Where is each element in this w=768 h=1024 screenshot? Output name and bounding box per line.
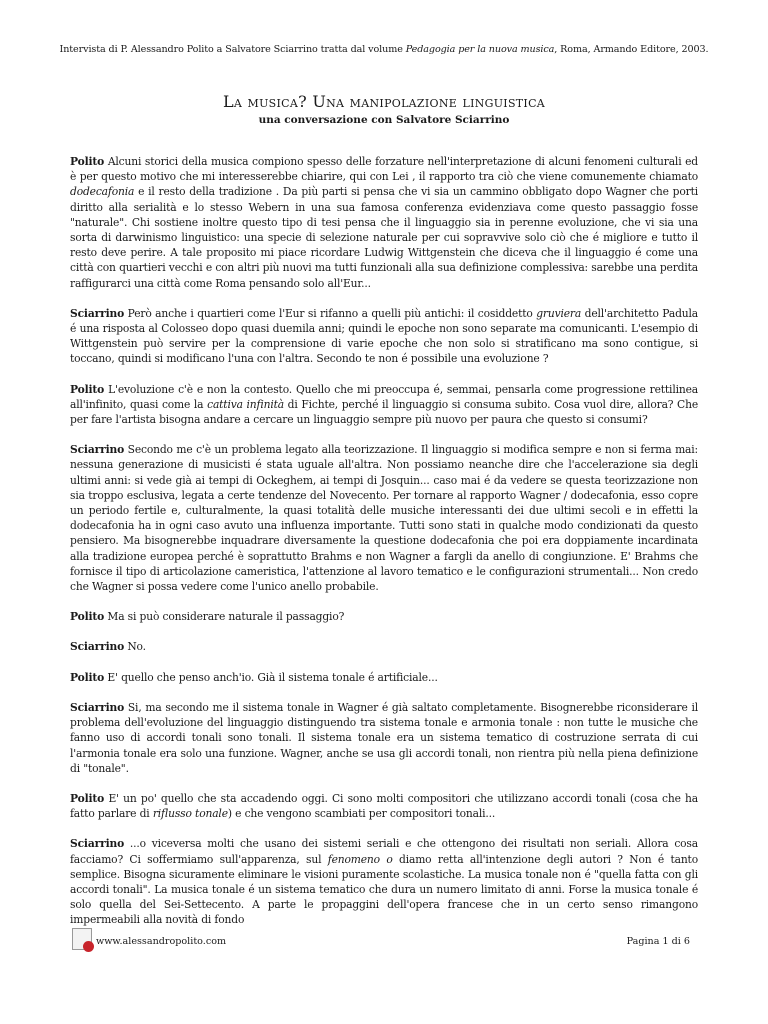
- speaker-name: Polito: [70, 610, 105, 624]
- paragraph-text: E' un po' quello che sta accadendo oggi. Ci sono molti compositori che utilizzano accordi tonali (cosa che ha fatto parlare di: [70, 791, 698, 821]
- paragraph-text: Si, ma secondo me il sistema tonale in Wagner é già saltato completamente. Bisognerebbe riconsiderare il problema dell'evoluzione del linguaggio distinguendo tra sistema tonale e armonia tonale : non tutte le musiche che fanno uso di accordi tonali sono tonali. Il sistema tonale era un sistema tematico di costruzione serrata di cui l'armonia tonale era solo una funzione. Wagner, anche se usa gli accordi tonali, non rientra più nella piena definizione di "tonale".: [70, 700, 698, 775]
- article-body: [70, 154, 698, 943]
- paragraph-text: Secondo me c'è un problema legato alla teorizzazione. Il linguaggio si modifica sempre e non si ferma mai: nessuna generazione di musicisti é stata uguale all'altra. Non possiamo neanche dire che l'accelerazione sia degli ultimi anni: si vede già ai tempi di Ockeghem, ai tempi di Josquin... caso mai é da vedere se questa teorizzazione non sia troppo esclusiva, legata a certe tendenze del Novecento. Per tornare al rapporto Wagner / dodecafonia, esso copre un periodo fertile e, culturalmente, la quasi totalità delle musiche interessanti dei due ultimi secoli e in effetti la dodecafonia ha in ogni caso avuto una influenza importante. Tutti sono stati in qualche modo condizionati da questo pensiero. Ma bisognerebbe inquadrare diversamente la questione dodecafonia che poi era doppiamente incardinata alla tradizione europea perché è soprattutto Brahms e non Wagner a fargli da anello di congiunzione. E' Brahms che fornisce il tipo di articolazione cameristica, l'attenzione al lavoro tematico e le configurazioni strumentali... Non credo che Wagner si possa vedere come l'unico anello probabile.: [70, 443, 698, 594]
- paragraph: [70, 670, 698, 685]
- speaker-name: Polito: [70, 155, 105, 168]
- paragraph: [70, 382, 698, 428]
- header-book-title: Pedagogia per la nuova musica: [405, 44, 555, 55]
- paragraph-text: ) e che vengono scambiati per compositori tonali...: [227, 807, 496, 821]
- paragraph: [70, 836, 698, 927]
- speaker-name: Polito: [70, 791, 105, 805]
- article-title: La musica? Una manipolazione linguistica: [222, 92, 546, 111]
- paragraph: [70, 639, 698, 654]
- speaker-name: Polito: [70, 670, 105, 684]
- paragraph-text: dell'architetto Padula é una risposta al Colosseo dopo quasi duemila anni; quindi le epoche non sono separate ma comunicanti. L'esempio di Wittgenstein può servire per la comprensione di varie epoche che non solo si stratificano ma sono contigue, si toccano, quindi si modificano l'una con l'altra. Secondo te non é possibile una evoluzione ?: [70, 306, 699, 366]
- paragraph-text: di Fichte, perché il linguaggio si consuma subito. Cosa vuol dire, allora? Che per fare l'artista bisogna andare a cercare un linguaggio sempre più nuovo per paura che questo si consumi?: [70, 397, 698, 427]
- paragraph: [70, 791, 698, 821]
- paragraph-italic: fenomeno o: [327, 852, 393, 866]
- paragraph-italic: riflusso tonale: [152, 807, 228, 821]
- speaker-name: Sciarrino: [70, 443, 125, 457]
- paragraph-italic: dodecafonia: [70, 185, 135, 199]
- paragraph-text: Ma si può considerare naturale il passaggio?: [104, 610, 345, 624]
- paragraph: [70, 306, 698, 367]
- speaker-name: Sciarrino: [70, 306, 125, 320]
- page-footer: [70, 928, 698, 952]
- site-logo-icon: [72, 928, 92, 950]
- site-link[interactable]: www.alessandropolito.com: [96, 936, 227, 947]
- paragraph: [70, 700, 698, 776]
- paragraph-italic: cattiva infinità: [207, 397, 284, 411]
- paragraph: [70, 609, 698, 624]
- speaker-name: Sciarrino: [70, 837, 125, 851]
- red-dot-icon: [83, 941, 94, 952]
- paragraph-text: L'evoluzione c'è e non la contesto. Quello che mi preoccupa é, semmai, pensarla come progressione rettilinea all'infinito, quasi come la: [70, 382, 698, 411]
- paragraph: [70, 154, 698, 291]
- paragraph-italic: gruviera: [536, 306, 582, 320]
- speaker-name: Sciarrino: [70, 640, 125, 654]
- paragraph-text: No.: [124, 640, 146, 654]
- speaker-name: Sciarrino: [70, 700, 125, 714]
- speaker-name: Polito: [70, 382, 105, 396]
- paragraph-text: ...o viceversa molti che usano dei sistemi seriali e che ottengono dei risultati non seriali. Allora cosa facciamo? Ci soffermiamo sull'apparenza, sul: [70, 837, 698, 866]
- paragraph-text: E' quello che penso anch'io. Già il sistema tonale é artificiale...: [104, 670, 438, 684]
- running-header: [40, 44, 728, 55]
- article-subtitle: una conversazione con Salvatore Sciarrino: [258, 114, 510, 126]
- header-text-after: , Roma, Armando Editore, 2003.: [554, 44, 709, 55]
- paragraph-text: e il resto della tradizione . Da più parti si pensa che vi sia un cammino obbligato dopo Wagner che porti diritto alla serialità e lo stesso Webern in una sua famosa conferenza evidenziava come questo passaggio fosse "naturale". Chi sostiene inoltre questo tipo di tesi pensa che il linguaggio sia in perenne evoluzione, che vi sia una sorta di darwinismo linguistico: una specie di selezione naturale per cui sopravvive solo ciò che é migliore e tutto il resto deve perire. A tale proposito mi piace ricordare Ludwig Wittgenstein che diceva che il linguaggio é come una città con quartieri vecchi e con altri più nuovi ma tutti funzionali alla sua definizione complessiva: sarebbe una perdita raffigurarci una città come Roma pensando solo all'Eur...: [70, 185, 698, 290]
- paragraph-text: Alcuni storici della musica compiono spesso delle forzature nell'interpretazione di alcuni fenomeni culturali ed è per questo motivo che mi interesserebbe chiarire, qui con Lei , il rapporto tra ciò che viene comunemente chiamato: [70, 155, 698, 184]
- paragraph-text: diamo retta all'intenzione degli autori ? Non é tanto semplice. Bisogna sicuramente eliminare le visioni puramente scolastiche. La musica tonale non é "quella fatta con gli accordi tonali". La musica tonale é un sistema tematico che dura un numero limitato di anni. Forse la musica tonale é solo quella del Sei-Settecento. A parte le propaggini dell'opera francese che in un certo senso rimangono impermeabili alla novità di fondo: [70, 852, 698, 927]
- paragraph-text: Però anche i quartieri come l'Eur si rifanno a quelli più antichi: il cosiddetto: [124, 306, 537, 320]
- page-number: Pagina 1 di 6: [626, 936, 690, 947]
- header-text-before: Intervista di P. Alessandro Polito a Salvatore Sciarrino tratta dal volume: [59, 44, 406, 55]
- paragraph: [70, 442, 698, 594]
